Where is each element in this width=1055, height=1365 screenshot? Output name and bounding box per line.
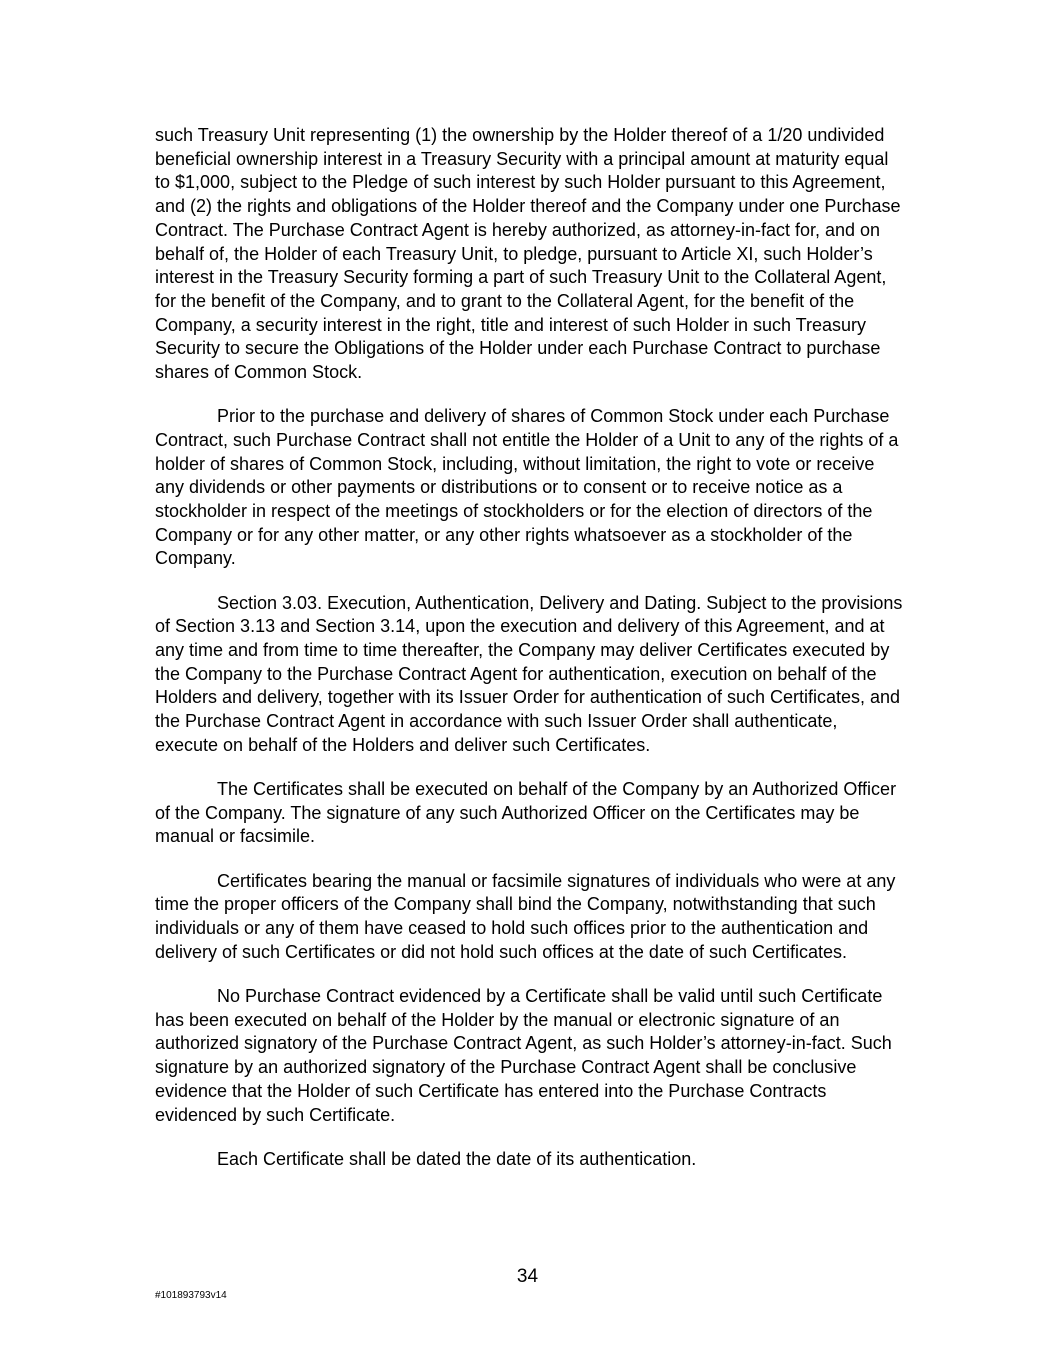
document-body <box>155 124 905 1192</box>
paragraph-each-certificate-dated: Each Certificate shall be dated the date of its authentication. <box>217 1148 697 1169</box>
paragraph-certificates-bearing: Certificates bearing the manual or facsimile signatures of individuals who were at any time the proper officers of the Company shall bind the Company, notwithstanding that such individuals or any of them have ceased to hold such offices prior to the authentication and delivery of such Certificates or did not hold such offices at the date of such Certificates. <box>155 870 896 962</box>
paragraph-prior-to-purchase: Prior to the purchase and delivery of shares of Common Stock under each Purchase Contract, such Purchase Contract shall not entitle the Holder of a Unit to any of the rights of a holder of shares of Common Stock, including, without limitation, the right to vote or receive any dividends or other payments or distributions or to consent or to receive notice as a stockholder in respect of the meetings of stockholders or for the election of directors of the Company or for any other matter, or any other rights whatsoever as a stockholder of the Company. <box>155 406 899 569</box>
page-number: 34 <box>516 1266 539 1287</box>
paragraph-treasury-unit: such Treasury Unit representing (1) the ownership by the Holder thereof of a 1/20 undivided beneficial ownership interest in a Treasury Security with a principal amount at maturity equal to $1,000, subject to the Pledge of such interest by such Holder pursuant to this Agreement, and (2) the rights and obligations of the Holder thereof and the Company under one Purchase Contract. The Purchase Contract Agent is hereby authorized, as attorney-in-fact for, and on behalf of, the Holder of each Treasury Unit, to pledge, pursuant to Article XI, such Holder’s interest in the Treasury Security forming a part of such Treasury Unit to the Collateral Agent, for the benefit of the Company, and to grant to the Collateral Agent, for the benefit of the Company, a security interest in the right, title and interest of such Holder in such Treasury Security to secure the Obligations of the Holder under each Purchase Contract to purchase shares of Common Stock. <box>155 125 901 383</box>
paragraph-no-purchase-contract: No Purchase Contract evidenced by a Certificate shall be valid until such Certificate has been executed on behalf of the Holder by the manual or electronic signature of an authorized signatory of the Purchase Contract Agent, as such Holder’s attorney-in-fact. Such signature by an authorized signatory of the Purchase Contract Agent shall be conclusive evidence that the Holder of such Certificate has entered into the Purchase Contracts evidenced by such Certificate. <box>155 986 892 1125</box>
paragraph-certificates-executed: The Certificates shall be executed on behalf of the Company by an Authorized Officer of the Company. The signature of any such Authorized Officer on the Certificates may be manual or facsimile. <box>155 779 897 847</box>
document-id: #101893793v14 <box>155 1290 227 1301</box>
paragraph-section-3-03: Section 3.03. Execution, Authentication, Delivery and Dating. Subject to the provisions of Section 3.13 and Section 3.14, upon the execution and delivery of this Agreement, and at any time and from time to time thereafter, the Company may deliver Certificates executed by the Company to the Purchase Contract Agent for authentication, execution on behalf of the Holders and delivery, together with its Issuer Order for authentication of such Certificates, and the Purchase Contract Agent in accordance with such Issuer Order shall authenticate, execute on behalf of the Holders and deliver such Certificates. <box>155 592 903 755</box>
